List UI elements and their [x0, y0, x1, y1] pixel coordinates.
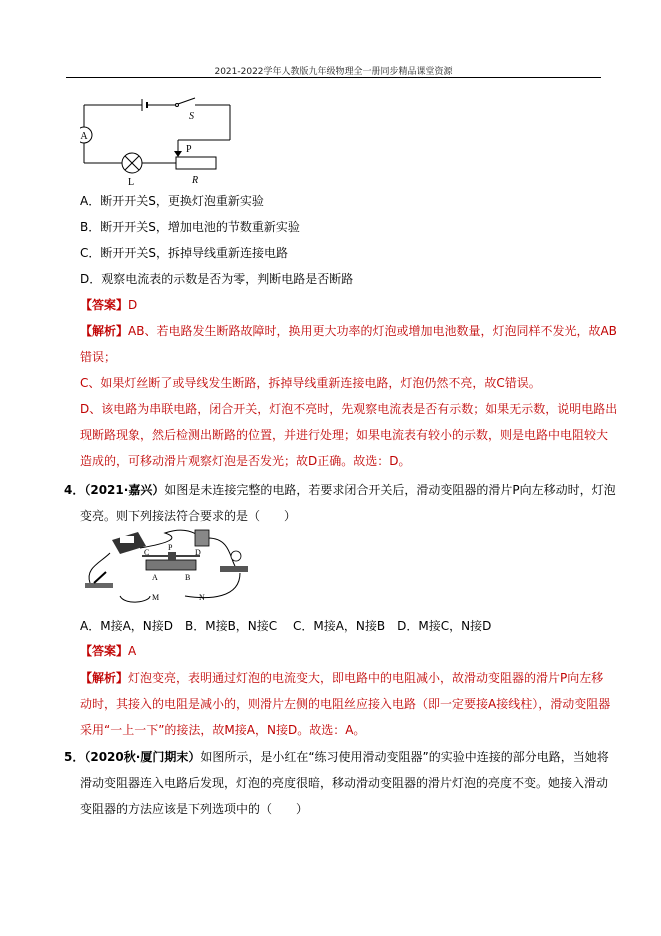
q3-analysis-line-2: 错误； [80, 350, 117, 364]
bulb [231, 551, 241, 561]
q5-stem-line-1 [64, 749, 609, 765]
analysis-text: 灯泡变亮，表明通过灯泡的电流变大，即电路中的电阻减小，故滑动变阻器的滑片P向左移 [128, 671, 604, 685]
wire [208, 538, 235, 566]
battery-pack [195, 530, 209, 546]
q4-stem-line-1 [64, 482, 616, 498]
q4-answer [80, 643, 136, 659]
ammeter-dial [120, 536, 134, 543]
q5-stem-line-3: 变阻器的方法应该是下列选项中的（ ） [80, 802, 309, 816]
resistor-label: R [192, 175, 199, 186]
q4-options: A．M接A，N接D B．M接B，N接C C．M接A，N接B D．M接C，N接D [80, 619, 492, 633]
q3-answer [80, 297, 137, 313]
answer-label: 【答案】 [80, 644, 129, 658]
wire [120, 596, 150, 602]
switch-lever [94, 572, 106, 583]
question-stem: 如图所示，是小红在“练习使用滑动变阻器”的实验中连接的部分电路，当她将 [200, 750, 609, 764]
ammeter-label: A [80, 131, 88, 142]
question-source: （2020秋·厦门期末） [84, 750, 201, 764]
q3-analysis-line-4: D、该电路为串联电路，闭合开关，灯泡不亮时，先观察电流表是否有示数；如果无示数，说明电路出 [80, 402, 618, 416]
question-number: 5． [64, 750, 85, 764]
question-source: （2021·嘉兴） [84, 483, 165, 497]
rheostat-coil [146, 560, 196, 570]
page-header: 2021-2022学年人教版九年级物理全一册同步精品课堂资源 [214, 67, 453, 77]
slider-label: P [186, 144, 192, 155]
q3-analysis-line-3: C、如果灯丝断了或导线发生断路，拆掉导线重新连接电路，灯泡仍然不亮，故C错误。 [80, 376, 541, 390]
q4-stem-line-2: 变亮。则下列接法符合要求的是（ ） [80, 509, 297, 523]
terminal-c-label: C [144, 548, 150, 557]
switch-blade [178, 98, 195, 104]
q3-analysis-line-6: 造成的，可移动滑片观察灯泡是否发光；故D正确。故选：D。 [80, 454, 411, 468]
q3-analysis-line-5: 现断路现象，然后检测出断路的位置，并进行处理；如果电流表有较小的示数，则是电路中电阻较大 [80, 428, 609, 442]
q3-analysis-line-1 [80, 323, 617, 339]
q4-analysis-line-3: 采用“一上一下”的接法，故M接A，N接D。故选：A。 [80, 723, 366, 737]
analysis-text: AB、若电路发生断路故障时，换用更大功率的灯泡或增加电池数量，灯泡同样不发光，故AB [128, 324, 617, 338]
switch-base [85, 583, 113, 588]
slider-arrow [174, 151, 182, 157]
q3-option-d: D．观察电流表的示数是否为零，判断电路是否断路 [80, 272, 354, 286]
slider-p-label: P [168, 543, 173, 552]
terminal-a-label: A [152, 573, 158, 582]
lamp-label: L [128, 177, 135, 187]
analysis-label: 【解析】 [80, 671, 129, 685]
question-stem: 如图是未连接完整的电路，若要求闭合开关后，滑动变阻器的滑片P向左移动时，灯泡 [164, 483, 616, 497]
rheostat-slider [168, 552, 176, 560]
answer-label: 【答案】 [80, 298, 129, 312]
switch-label: S [189, 111, 194, 122]
terminal-b-label: B [185, 573, 191, 582]
wire [185, 573, 240, 598]
apparatus-diagram [80, 528, 270, 606]
circuit-diagram [80, 95, 240, 187]
q4-analysis-line-2: 动时，其接入的电阻是减小的，则滑片左侧的电阻丝应接入电路（即一定要接A接线柱），滑动变阻器 [80, 697, 611, 711]
question-number: 4． [64, 483, 85, 497]
lamp-base [220, 566, 248, 572]
answer-value: D [128, 298, 138, 312]
q4-analysis-line-1 [80, 670, 603, 686]
answer-value: A [128, 644, 137, 658]
wire-n-label: N [199, 593, 205, 602]
analysis-label: 【解析】 [80, 324, 129, 338]
rheostat [176, 157, 216, 169]
wire-m-label: M [152, 593, 160, 602]
header-divider [66, 77, 601, 78]
q3-option-b: B．断开开关S，增加电池的节数重新实验 [80, 220, 300, 234]
q5-stem-line-2: 滑动变阻器连入电路后发现，灯泡的亮度很暗，移动滑动变阻器的滑片灯泡的亮度不变。她接入滑动 [80, 776, 609, 790]
q3-option-c: C．断开开关S，拆掉导线重新连接电路 [80, 246, 288, 260]
q3-option-a: A．断开开关S，更换灯泡重新实验 [80, 194, 264, 208]
terminal-d-label: D [195, 548, 201, 557]
